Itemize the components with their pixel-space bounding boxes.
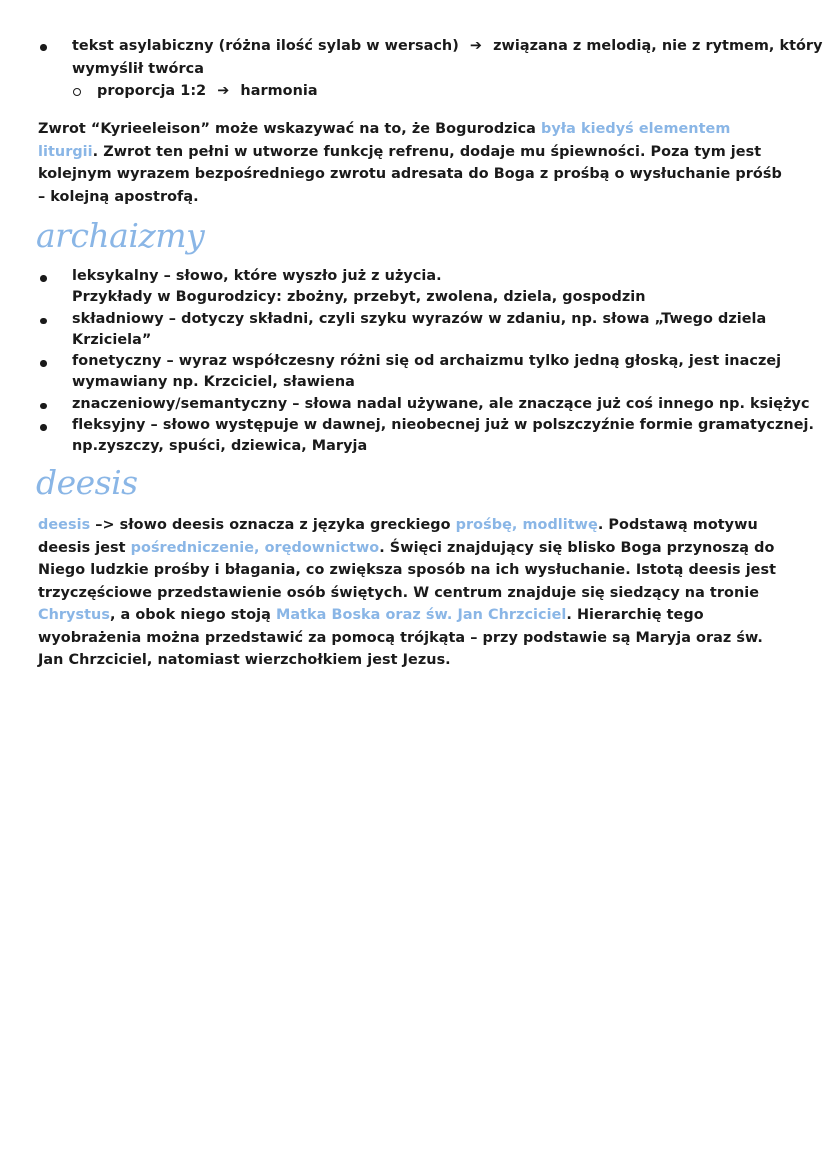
archaizm-line2: wymawiany np. Krzciciel, sławiena (72, 374, 355, 391)
archaizm-line2: Przykłady w Bogurodzicy: zbożny, przebyt, zwolena, dziela, gospodzin (72, 289, 646, 306)
paragraph-text: . Hierarchię tego wyobrażenia można przedstawić za pomocą trójkąta – przy podstawie są Maryja oraz św. Jan Chrzciciel, natomiast wierzchołkiem jest Jezus. (38, 607, 763, 668)
paragraph-highlight: pośredniczenie, orędownictwo (130, 539, 380, 556)
sub-bullet-list (0, 80, 828, 103)
list-item (0, 309, 828, 352)
arrow-right-icon: ➔ (469, 38, 483, 54)
archaizm-line2: np.zyszczy, spuści, dziewica, Maryja (72, 438, 368, 455)
sub-item-right: harmonia (240, 83, 318, 99)
paragraph-text: , a obok niego stoją (109, 607, 276, 623)
paragraph-highlight: prośbę, modlitwę (455, 517, 598, 533)
top-list-block (0, 35, 828, 103)
archaizm-line1: znaczeniowy/semantyczny – słowa nadal używane, ale znaczące już coś innego np. księżyc (72, 395, 810, 412)
archaizm-line1: fleksyjny – słowo występuje w dawnej, nieobecnej już w polszczyźnie formie gramatycznej. (72, 417, 815, 434)
list-item (0, 266, 828, 309)
list-item (0, 351, 828, 394)
top-bullet-list (0, 35, 828, 80)
kyrieeleison-paragraph (0, 118, 828, 208)
archaizmy-list (0, 266, 828, 458)
archaizmy-block (0, 266, 828, 458)
sub-item-left: proporcja 1:2 (97, 83, 207, 99)
paragraph-text: . Święci znajdujący się blisko Boga przynoszą do Niego ludzkie prośby i błagania, co zwiększa sposób na ich wysłuchanie. Istotą deesis jest trzyczęściowe przedstawienie osób świętych. W centrum znajduje się siedzący na tronie (38, 539, 777, 601)
list-item (0, 415, 828, 458)
paragraph-highlight: Chrystus (38, 607, 110, 623)
list-item (0, 35, 828, 80)
item-text-continued: związana z melodią, nie z rytmem, który (493, 38, 823, 54)
paragraph-text: . Podstawą motywu deesis jest (38, 517, 758, 556)
item-text-line2: wymyślił twórca (72, 60, 204, 77)
sub-list-item (0, 80, 828, 103)
paragraph-highlight: była kiedyś elementem liturgii (38, 121, 731, 160)
arrow-right-icon: ➔ (217, 83, 230, 99)
list-item (0, 394, 828, 415)
archaizm-line1: leksykalny – słowo, które wyszło już z użycia. (72, 268, 442, 284)
paragraph-text: . Zwrot ten pełni w utworze funkcję refrenu, dodaje mu śpiewności. Poza tym jest kolejnym wyrazem bezpośredniego zwrotu adresata do Boga z prośbą o wysłuchanie próśb – kolejną apostrofą. (38, 143, 782, 205)
paragraph-text: Zwrot “Kyrieeleison” może wskazywać na to, że Bogurodzica (38, 121, 541, 137)
item-text: tekst asylabiczny (różna ilość sylab w wersach) (72, 38, 459, 54)
deesis-term: deesis (38, 517, 91, 533)
deesis-paragraph (0, 514, 828, 672)
deesis-heading: deesis (36, 463, 138, 502)
archaizmy-heading: archaizmy (36, 216, 205, 255)
archaizm-line2: Krziciela” (72, 331, 152, 348)
archaizm-line1: składniowy – dotyczy składni, czyli szyku wyrazów w zdaniu, np. słowa „Twego dziela (72, 310, 767, 327)
paragraph-text: –> słowo deesis oznacza z języka greckiego (90, 517, 456, 533)
archaizm-line1: fonetyczny – wyraz współczesny różni się od archaizmu tylko jedną głoską, jest inaczej (72, 353, 782, 370)
paragraph-highlight: Matka Boska oraz św. Jan Chrzciciel (275, 607, 567, 623)
